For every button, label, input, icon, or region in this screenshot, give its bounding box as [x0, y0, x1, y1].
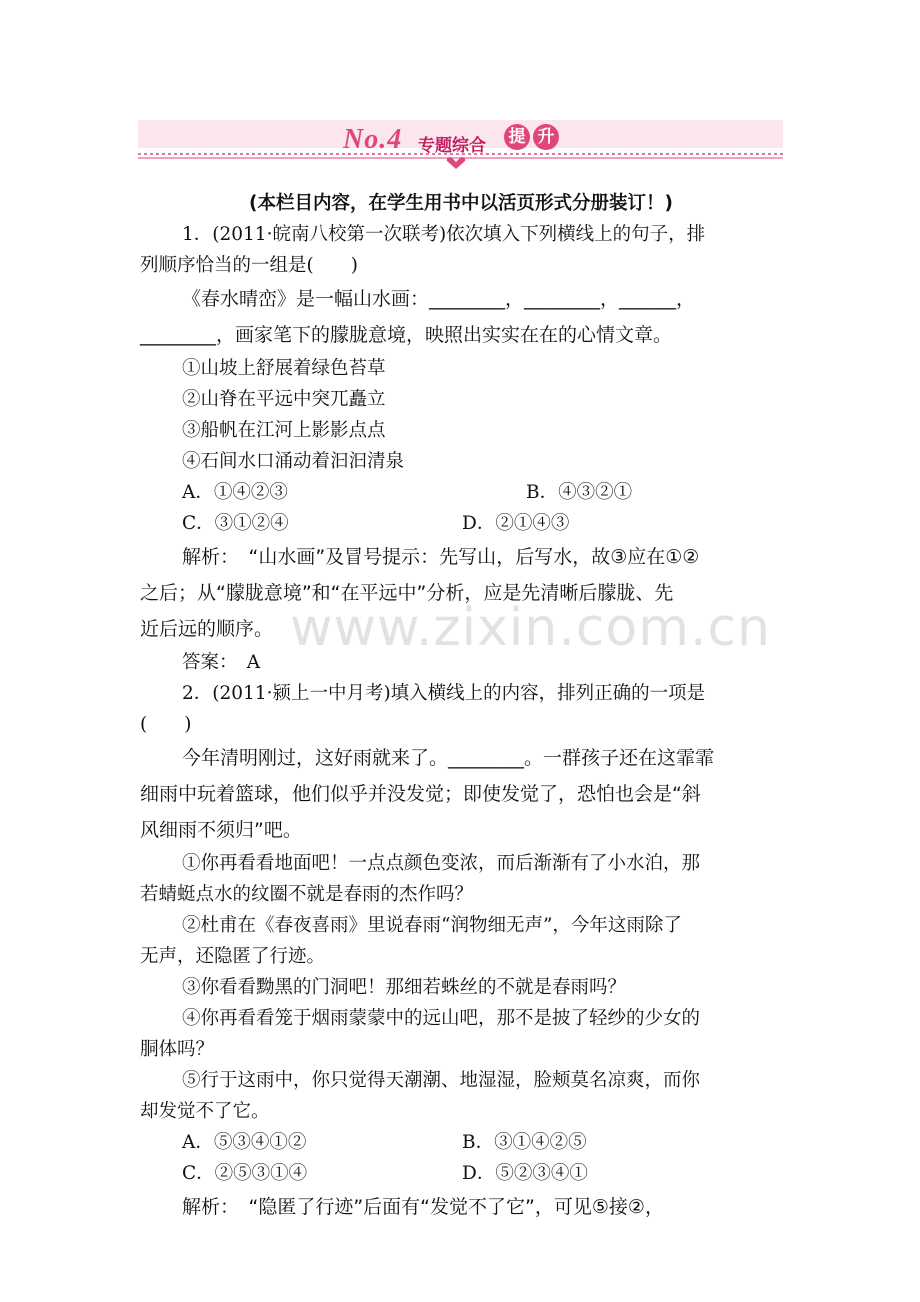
- q2-passage-line1: 今年清明刚过，这好雨就来了。________。一群孩子还在这霏霏: [182, 747, 715, 769]
- section-title: 专题综合: [418, 136, 486, 156]
- q1-options-row1: [140, 477, 782, 508]
- q2-sentence-5a: ⑤行于这雨中，你只觉得天潮潮、地湿湿，脸颊莫名凉爽，而你: [182, 1070, 701, 1091]
- q1-item-1: ①山坡上舒展着绿色苔草: [182, 358, 386, 379]
- watermark: www.zixin.com.cn: [290, 598, 771, 658]
- q1-stem-line2: 列顺序恰当的一组是( ): [140, 255, 358, 276]
- q2-sentence-1a: ①你再看看地面吧！一点点颜色变浓，而后渐渐有了小水泊，那: [182, 853, 701, 874]
- q2-sentence-2a: ②杜甫在《春夜喜雨》里说春雨“润物细无声”，今年这雨除了: [182, 915, 682, 936]
- q2-sentence-4a: ④你再看看笼于烟雨蒙蒙中的远山吧，那不是披了轻纱的少女的: [182, 1008, 701, 1029]
- q2-sentence-2b: 无声，还隐匿了行迹。: [140, 946, 326, 967]
- q1-option-a: A．①④②③: [182, 482, 288, 503]
- q2-option-d: D．⑤②③④①: [462, 1163, 588, 1184]
- binding-note: (本栏目内容，在学生用书中以活页形式分册装订！): [249, 193, 673, 214]
- q1-option-c: C．③①②④: [182, 513, 289, 534]
- q2-option-b: B．③①④②⑤: [462, 1132, 587, 1153]
- q1-passage-line1: 《春水晴峦》是一幅山水画：________，________，______，: [182, 288, 696, 310]
- q1-answer: 答案： A: [182, 652, 261, 673]
- q2-options-row2: [140, 1158, 782, 1189]
- section-header: [138, 118, 783, 172]
- q2-sentence-3: ③你看看黝黑的门洞吧！那细若蛛丝的不就是春雨吗？: [182, 977, 627, 998]
- badge-sheng: 升: [533, 124, 559, 150]
- q2-passage-line2: 细雨中玩着篮球，他们似乎并没发觉；即使发觉了，恐怕也会是“斜: [140, 783, 701, 805]
- q2-sentence-5b: 却发觉不了它。: [140, 1101, 270, 1122]
- q1-item-2: ②山脊在平远中突兀矗立: [182, 389, 386, 410]
- q1-analysis-line1: 解析： “山水画”及冒号提示：先写山，后写水，故③应在①②: [182, 546, 700, 568]
- q2-sentence-1b: 若蜻蜓点水的纹圈不就是春雨的杰作吗？: [140, 884, 474, 905]
- q1-analysis-line2: 之后；从“朦胧意境”和“在平远中”分析，应是先清晰后朦胧、先: [140, 582, 674, 604]
- q1-analysis-line3: 近后远的顺序。: [140, 618, 274, 640]
- q1-options-row2: [140, 508, 782, 539]
- q1-passage-line2: ________，画家笔下的朦胧意境，映照出实实在在的心情文章。: [140, 324, 673, 346]
- q2-analysis-line1: 解析： “隐匿了行迹”后面有“发觉不了它”，可见⑤接②，: [182, 1196, 664, 1218]
- document-body: [140, 188, 782, 1225]
- q2-options-row1: [140, 1127, 782, 1158]
- q2-passage-line3: 风细雨不须归”吧。: [140, 819, 302, 841]
- section-number: No.4: [343, 124, 403, 155]
- q2-option-a: A．⑤③④①②: [182, 1132, 307, 1153]
- q2-stem-line1: 2．(2011·颍上一中月考)填入横线上的内容，排列正确的一项是: [182, 683, 706, 704]
- q2-option-c: C．②⑤③①④: [182, 1163, 308, 1184]
- q1-option-d: D．②①④③: [462, 513, 570, 534]
- q2-stem-line2: ( ): [140, 714, 192, 735]
- heart-icon: [447, 157, 465, 169]
- q1-item-3: ③船帆在江河上影影点点: [182, 420, 386, 441]
- q1-item-4: ④石间水口涌动着汩汩清泉: [182, 451, 405, 472]
- q2-sentence-4b: 胴体吗？: [140, 1039, 215, 1060]
- badge-ti: 提: [504, 124, 530, 150]
- q1-option-b: B．④③②①: [526, 482, 633, 503]
- q1-stem-line1: 1．(2011·皖南八校第一次联考)依次填入下列横线上的句子，排: [182, 224, 706, 245]
